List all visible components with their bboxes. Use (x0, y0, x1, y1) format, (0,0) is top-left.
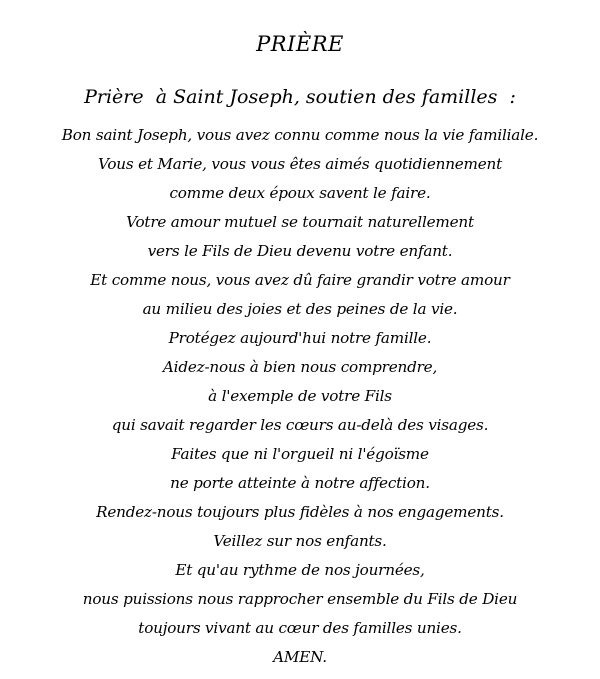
prayer-line: vers le Fils de Dieu devenu votre enfant. (147, 242, 453, 260)
prayer-subtitle: Prière à Saint Joseph, soutien des familles : (84, 86, 516, 108)
prayer-line: nous puissions nous rapprocher ensemble du Fils de Dieu (82, 590, 518, 608)
prayer-amen: AMEN. (273, 648, 327, 666)
prayer-line: à l'exemple de votre Fils (208, 387, 392, 405)
prayer-line: qui savait regarder les cœurs au-delà des visages. (111, 416, 489, 434)
prayer-line: Bon saint Joseph, vous avez connu comme nous la vie familiale. (61, 126, 539, 144)
prayer-line: Faites que ni l'orgueil ni l'égoïsme (171, 445, 429, 463)
prayer-line: au milieu des joies et des peines de la vie. (142, 300, 458, 318)
prayer-line: Et comme nous, vous avez dû faire grandir votre amour (90, 271, 510, 289)
page-title: PRIÈRE (256, 32, 344, 56)
prayer-line: Et qu'au rythme de nos journées, (175, 561, 425, 579)
prayer-line: Veillez sur nos enfants. (213, 532, 387, 550)
prayer-line: Vous et Marie, vous vous êtes aimés quotidiennement (97, 155, 503, 173)
prayer-line: comme deux époux savent le faire. (169, 184, 431, 202)
prayer-line: Aidez-nous à bien nous comprendre, (162, 358, 438, 376)
prayer-line: toujours vivant au cœur des familles unies. (138, 619, 462, 637)
prayer-line: Rendez-nous toujours plus fidèles à nos engagements. (96, 503, 504, 521)
prayer-line: ne porte atteinte à notre affection. (170, 474, 430, 492)
prayer-line: Protégez aujourd'hui notre famille. (168, 329, 432, 347)
prayer-line: Votre amour mutuel se tournait naturellement (126, 213, 474, 231)
prayer-text (0, 121, 600, 672)
